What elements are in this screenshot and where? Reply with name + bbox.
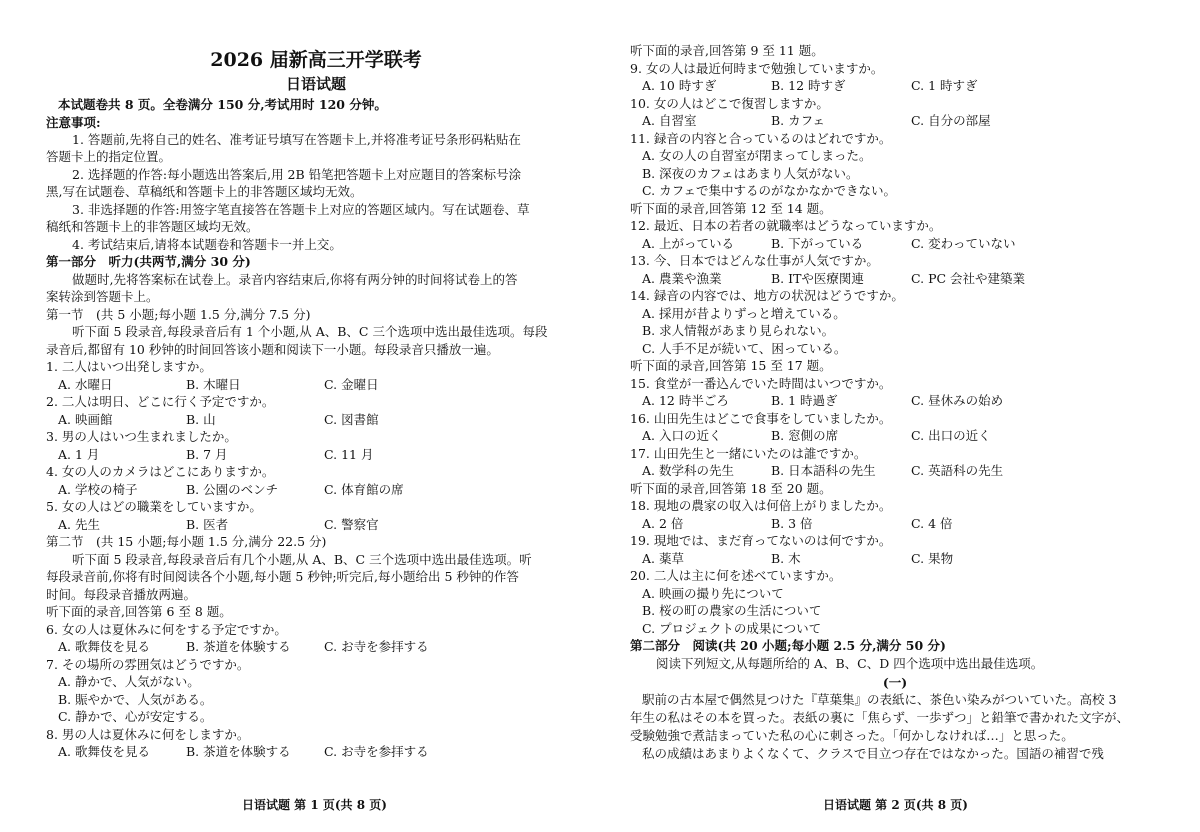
option: C. 警察官 xyxy=(324,517,379,532)
option: A. 映画の撮り先について xyxy=(642,586,784,601)
option: B. 3 倍 xyxy=(771,516,813,531)
option: A. 10 時すぎ xyxy=(642,78,717,93)
option: B. 下がっている xyxy=(771,236,864,251)
options-9 xyxy=(630,77,1152,94)
question-2: 2. 二人は明日、どこに行く予定ですか。 xyxy=(46,394,275,409)
option: B. 木曜日 xyxy=(186,377,241,392)
question-11: 11. 録音の内容と合っているのはどれですか。 xyxy=(630,131,892,146)
section2-desc: 每段录音前,你将有时间阅读各个小题,每小题 5 秒钟;听完后,每小题给出 5 秒钟的作答 xyxy=(46,569,519,584)
option: C. 体育館の席 xyxy=(324,482,404,497)
passage-number: (一) xyxy=(882,675,908,690)
notice-line: 2. 选择题的作答:每小题选出答案后,用 2B 铅笔把答题卡上对应题目的答案标号涂 xyxy=(72,167,522,182)
exam-title: 2026 届新高三开学联考 xyxy=(210,49,422,71)
options-6 xyxy=(46,638,558,655)
listen-instruction: 听下面的录音,回答第 15 至 17 题。 xyxy=(630,358,832,373)
option: B. 山 xyxy=(186,412,216,427)
part1-heading: 第一部分 听力(共两节,满分 30 分) xyxy=(46,254,251,269)
question-8: 8. 男の人は夏休みに何をしますか。 xyxy=(46,727,250,742)
option: B. 深夜のカフェはあまり人気がない。 xyxy=(642,166,859,181)
page-footer: 日语试题 第 2 页(共 8 页) xyxy=(823,798,968,812)
option: A. 自習室 xyxy=(642,113,697,128)
question-3: 3. 男の人はいつ生まれましたか。 xyxy=(46,429,237,444)
page-footer: 日语试题 第 1 页(共 8 页) xyxy=(242,798,387,812)
section2-desc: 听下面 5 段录音,每段录音后有几个小题,从 A、B、C 三个选项中选出最佳选项。听 xyxy=(72,552,532,567)
question-1: 1. 二人はいつ出発しますか。 xyxy=(46,359,212,374)
question-19: 19. 現地では、まだ育ってないのは何ですか。 xyxy=(630,533,892,548)
options-19 xyxy=(630,550,1152,567)
option: A. 数学科の先生 xyxy=(642,463,734,478)
option: C. 果物 xyxy=(911,551,954,566)
question-15: 15. 食堂が一番込んでいた時間はいつですか。 xyxy=(630,376,892,391)
question-18: 18. 現地の農家の収入は何倍上がりましたか。 xyxy=(630,498,892,513)
exam-subtitle: 日语试题 xyxy=(285,75,346,93)
listen-instruction: 听下面的录音,回答第 12 至 14 题。 xyxy=(630,201,832,216)
question-5: 5. 女の人はどの職業をしていますか。 xyxy=(46,499,262,514)
option: C. 昼休みの始め xyxy=(911,393,1004,408)
option: C. 金曜日 xyxy=(324,377,379,392)
section1-desc: 录音后,都留有 10 秒钟的时间回答该小题和阅读下一小题。每段录音只播放一遍。 xyxy=(46,342,499,357)
option: A. 上がっている xyxy=(642,236,734,251)
passage-line: 駅前の古本屋で偶然見つけた『草葉集』の表紙に、茶色い染みがついていた。高校 3 xyxy=(642,692,1117,707)
options-17 xyxy=(630,462,1152,479)
option: B. 賑やかで、人気がある。 xyxy=(58,692,213,707)
notice-line: 3. 非选择题的作答:用签字笔直接答在答题卡上对应的答题区域内。写在试题卷、草 xyxy=(72,202,530,217)
options-8 xyxy=(46,743,558,760)
listen-instruction: 听下面的录音,回答第 9 至 11 题。 xyxy=(630,43,824,58)
option: B. 1 時過ぎ xyxy=(771,393,838,408)
option: A. 入口の近く xyxy=(642,428,722,443)
option: B. 医者 xyxy=(186,517,229,532)
option: B. 窓側の席 xyxy=(771,428,839,443)
option: A. 水曜日 xyxy=(58,377,113,392)
option: B. 茶道を体験する xyxy=(186,639,291,654)
question-4: 4. 女の人のカメラはどこにありますか。 xyxy=(46,464,275,479)
option: B. 公園のベンチ xyxy=(186,482,279,497)
option: C. 人手不足が続いて、困っている。 xyxy=(642,341,847,356)
notice-line: 1. 答题前,先将自己的姓名、准考证号填写在答题卡上,并将准考证号条形码粘贴在 xyxy=(72,132,521,147)
option: B. カフェ xyxy=(771,113,826,128)
part2-desc: 阅读下列短文,从每题所给的 A、B、C、D 四个选项中选出最佳选项。 xyxy=(656,656,1044,671)
option: B. 求人情報があまり見られない。 xyxy=(642,323,835,338)
passage-line: 受験勉強で煮詰まっていた私の心に刺さった。「何かしなければ…」と思った。 xyxy=(630,728,1074,743)
notice-line: 黑,写在试题卷、草稿纸和答题卡上的非答题区域均无效。 xyxy=(46,184,363,199)
part1-desc: 案转涂到答题卡上。 xyxy=(46,289,159,304)
section2-desc: 时间。每段录音播放两遍。 xyxy=(46,587,197,602)
option: C. 英語科の先生 xyxy=(911,463,1004,478)
option: C. 4 倍 xyxy=(911,516,953,531)
option: A. 静かで、人気がない。 xyxy=(58,674,200,689)
option: A. 薬草 xyxy=(642,551,684,566)
question-12: 12. 最近、日本の若者の就職率はどうなっていますか。 xyxy=(630,218,942,233)
part2-heading: 第二部分 阅读(共 20 小题;每小题 2.5 分,满分 50 分) xyxy=(630,638,946,653)
options-13 xyxy=(630,270,1152,287)
option: B. 12 時すぎ xyxy=(771,78,846,93)
option: B. 桜の町の農家の生活について xyxy=(642,603,822,618)
option: B. 日本語科の先生 xyxy=(771,463,876,478)
option: C. 図書館 xyxy=(324,412,379,427)
notice-heading: 注意事项: xyxy=(46,115,101,130)
option: C. 自分の部屋 xyxy=(911,113,991,128)
question-10: 10. 女の人はどこで復習しますか。 xyxy=(630,96,829,111)
passage-line: 年生の私はその本を買った。表紙の裏に「焦らず、一歩ずつ」と鉛筆で書かれた文字が、 xyxy=(630,710,1130,725)
part1-desc: 做题时,先将答案标在试卷上。录音内容结束后,你将有两分钟的时间将试卷上的答 xyxy=(72,272,518,287)
question-17: 17. 山田先生と一緒にいたのは誰ですか。 xyxy=(630,446,867,461)
option: A. 農業や漁業 xyxy=(642,271,722,286)
option: A. 歌舞伎を見る xyxy=(58,744,150,759)
notice-line: 4. 考试结束后,请将本试题卷和答题卡一并上交。 xyxy=(72,237,342,252)
option: C. PC 会社や建築業 xyxy=(911,271,1026,286)
option: C. 変わっていない xyxy=(911,236,1016,251)
option: B. 茶道を体験する xyxy=(186,744,291,759)
option: C. 11 月 xyxy=(324,447,374,462)
question-16: 16. 山田先生はどこで食事をしていましたか。 xyxy=(630,411,892,426)
section2-heading: 第二节 (共 15 小题;每小题 1.5 分,满分 22.5 分) xyxy=(46,534,327,549)
question-13: 13. 今、日本ではどんな仕事が人気ですか。 xyxy=(630,253,879,268)
listen-instruction: 听下面的录音,回答第 6 至 8 题。 xyxy=(46,604,232,619)
section1-desc: 听下面 5 段录音,每段录音后有 1 个小题,从 A、B、C 三个选项中选出最佳选项。每段 xyxy=(72,324,548,339)
option: A. 歌舞伎を見る xyxy=(58,639,150,654)
options-5 xyxy=(46,516,558,533)
question-14: 14. 録音の内容では、地方の状況はどうですか。 xyxy=(630,288,904,303)
option: A. 女の人の自習室が閉まってしまった。 xyxy=(642,148,872,163)
option: C. 1 時すぎ xyxy=(911,78,978,93)
option: C. お寺を参拝する xyxy=(324,744,429,759)
question-9: 9. 女の人は最近何時まで勉強していますか。 xyxy=(630,61,884,76)
options-1 xyxy=(46,376,558,393)
option: A. 採用が昔よりずっと増えている。 xyxy=(642,306,846,321)
option: C. プロジェクトの成果について xyxy=(642,621,822,636)
option: C. 静かで、心が安定する。 xyxy=(58,709,213,724)
option: A. 12 時半ごろ xyxy=(642,393,729,408)
listen-instruction: 听下面的录音,回答第 18 至 20 题。 xyxy=(630,481,832,496)
notice-line: 答题卡上的指定位置。 xyxy=(46,149,172,164)
question-20: 20. 二人は主に何を述べていますか。 xyxy=(630,568,842,583)
notice-line: 稿纸和答题卡上的非答题区域均无效。 xyxy=(46,219,259,234)
option: C. お寺を参拝する xyxy=(324,639,429,654)
options-2 xyxy=(46,411,558,428)
options-18 xyxy=(630,515,1152,532)
option: A. 学校の椅子 xyxy=(58,482,138,497)
options-3 xyxy=(46,446,558,463)
option: A. 2 倍 xyxy=(642,516,684,531)
options-16 xyxy=(630,427,1152,444)
option: C. カフェで集中するのがなかなかできない。 xyxy=(642,183,896,198)
options-4 xyxy=(46,481,558,498)
option: A. 映画館 xyxy=(58,412,113,427)
option: B. 木 xyxy=(771,551,801,566)
options-10 xyxy=(630,112,1152,129)
option: C. 出口の近く xyxy=(911,428,991,443)
section1-heading: 第一节 (共 5 小题;每小题 1.5 分,满分 7.5 分) xyxy=(46,307,311,322)
options-15 xyxy=(630,392,1152,409)
passage-line: 私の成績はあまりよくなくて、クラスで目立つ存在ではなかった。国語の補習で残 xyxy=(642,746,1104,761)
option: A. 1 月 xyxy=(58,447,100,462)
options-12 xyxy=(630,235,1152,252)
option: B. ITや医療関連 xyxy=(771,271,864,286)
question-7: 7. その場所の雰囲気はどうですか。 xyxy=(46,657,250,672)
intro: 本试题卷共 8 页。全卷满分 150 分,考试用时 120 分钟。 xyxy=(58,97,387,112)
question-6: 6. 女の人は夏休みに何をする予定ですか。 xyxy=(46,622,287,637)
option: B. 7 月 xyxy=(186,447,228,462)
option: A. 先生 xyxy=(58,517,100,532)
